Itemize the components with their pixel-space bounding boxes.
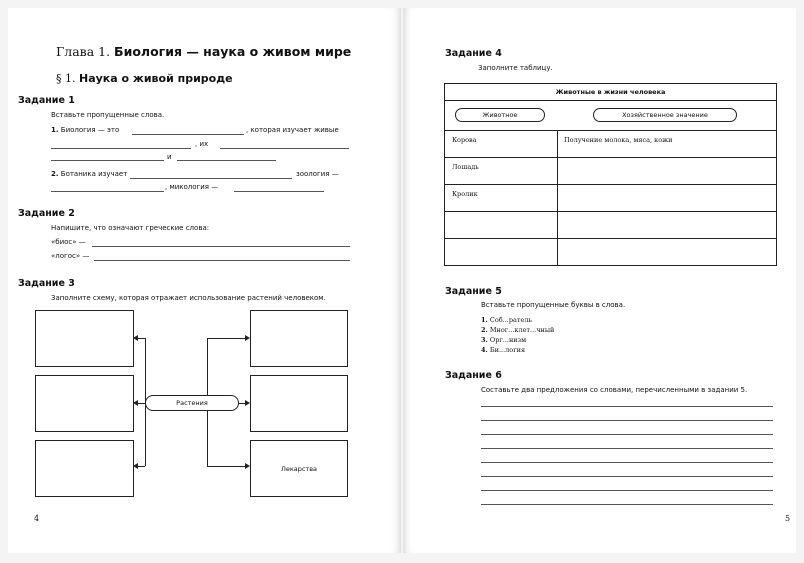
writing-line[interactable] bbox=[481, 406, 773, 407]
task1-item2-text-c: , микология — bbox=[165, 183, 219, 191]
blank-line[interactable] bbox=[92, 246, 350, 247]
table-title: Животные в жизни человека bbox=[445, 84, 776, 101]
task1-item1-text-a: Биология — это bbox=[60, 126, 120, 134]
connector-line bbox=[207, 338, 245, 339]
diagram-box-right-bottom[interactable] bbox=[250, 440, 348, 497]
task5-item-number: 2. bbox=[481, 326, 488, 334]
diagram-box-right-top[interactable] bbox=[250, 310, 348, 367]
diagram-box-label-medicine: Лекарства bbox=[280, 464, 318, 473]
task5-item[interactable] bbox=[481, 346, 525, 354]
task2-title: Задание 2 bbox=[18, 208, 75, 219]
task1-item2-text-b: зоология — bbox=[296, 170, 339, 178]
task1-title: Задание 1 bbox=[18, 95, 75, 106]
left-page bbox=[8, 8, 401, 553]
task5-item-number: 1. bbox=[481, 316, 488, 324]
table-cell-animal: Кролик bbox=[452, 190, 478, 198]
blank-line[interactable] bbox=[94, 260, 350, 261]
task4-instruction: Заполните таблицу. bbox=[478, 64, 553, 72]
task1-item1-text-c: , их bbox=[195, 140, 209, 148]
section-heading bbox=[56, 72, 233, 85]
table-row-divider bbox=[445, 130, 776, 131]
task1-item1 bbox=[51, 126, 119, 134]
section-prefix: § 1. bbox=[56, 72, 76, 85]
connector-line bbox=[138, 403, 145, 404]
page-number: 4 bbox=[34, 514, 40, 523]
task5-item[interactable] bbox=[481, 326, 554, 334]
task1-item1-text-d: и bbox=[167, 153, 172, 161]
chapter-title: Биология — наука о живом мире bbox=[114, 44, 352, 59]
writing-line[interactable] bbox=[481, 434, 773, 435]
section-title: Наука о живой природе bbox=[79, 72, 233, 85]
arrow-left-icon bbox=[133, 400, 138, 406]
connector-line bbox=[207, 466, 245, 467]
task5-instruction: Вставьте пропущенные буквы в слова. bbox=[481, 301, 626, 309]
writing-line[interactable] bbox=[481, 462, 773, 463]
table-row-divider bbox=[445, 184, 776, 185]
blank-line[interactable] bbox=[177, 160, 276, 161]
task6-title: Задание 6 bbox=[445, 370, 502, 381]
task6-instruction: Составьте два предложения со словами, перечисленными в задании 5. bbox=[481, 386, 748, 394]
table-column-divider bbox=[557, 130, 558, 265]
table-header-animal: Животное bbox=[455, 108, 545, 122]
task2-instruction: Напишите, что означают греческие слова: bbox=[51, 224, 210, 232]
task5-item-number: 4. bbox=[481, 346, 488, 354]
task5-title: Задание 5 bbox=[445, 286, 502, 297]
blank-line[interactable] bbox=[51, 191, 164, 192]
diagram-box-left-top[interactable] bbox=[35, 310, 134, 367]
table-cell-animal: Лошадь bbox=[452, 163, 479, 171]
table-cell-animal: Корова bbox=[452, 136, 477, 144]
arrow-left-icon bbox=[133, 335, 138, 341]
arrow-right-icon bbox=[245, 400, 250, 406]
blank-line[interactable] bbox=[220, 148, 349, 149]
writing-line[interactable] bbox=[481, 476, 773, 477]
diagram-box-left-bottom[interactable] bbox=[35, 440, 134, 497]
table-row-divider bbox=[445, 211, 776, 212]
task5-item-text: Би...логия bbox=[489, 346, 526, 354]
chapter-prefix: Глава 1. bbox=[56, 44, 111, 59]
task5-item-text: Соб...ратель bbox=[489, 316, 533, 324]
blank-line[interactable] bbox=[130, 178, 292, 179]
animals-table bbox=[444, 83, 777, 266]
task1-item2-number: 2. bbox=[51, 170, 59, 178]
page-number: 5 bbox=[785, 514, 791, 523]
writing-line[interactable] bbox=[481, 490, 773, 491]
right-page bbox=[403, 8, 796, 553]
task1-item2-text-a: Ботаника изучает bbox=[60, 170, 128, 178]
table-row-divider bbox=[445, 157, 776, 158]
task2-word1: «биос» — bbox=[51, 238, 86, 246]
task3-title: Задание 3 bbox=[18, 278, 75, 289]
writing-line[interactable] bbox=[481, 504, 773, 505]
arrow-right-icon bbox=[245, 463, 250, 469]
chapter-heading bbox=[56, 44, 351, 59]
blank-line[interactable] bbox=[51, 160, 164, 161]
diagram-box-left-middle[interactable] bbox=[35, 375, 134, 432]
diagram-box-right-middle[interactable] bbox=[250, 375, 348, 432]
diagram-center-plants: Растения bbox=[145, 395, 239, 411]
task5-item-text: Мног...клет...чный bbox=[489, 326, 555, 334]
task1-item2 bbox=[51, 170, 127, 178]
task5-item-number: 3. bbox=[481, 336, 488, 344]
table-row-divider bbox=[445, 238, 776, 239]
task1-item1-number: 1. bbox=[51, 126, 59, 134]
writing-line[interactable] bbox=[481, 448, 773, 449]
blank-line[interactable] bbox=[234, 191, 324, 192]
task1-item1-text-b: , которая изучает живые bbox=[246, 126, 339, 134]
arrow-right-icon bbox=[245, 335, 250, 341]
task2-word2: «логос» — bbox=[51, 252, 90, 260]
blank-line[interactable] bbox=[132, 134, 244, 135]
connector-line bbox=[138, 466, 145, 467]
task4-title: Задание 4 bbox=[445, 48, 502, 59]
arrow-left-icon bbox=[133, 463, 138, 469]
task5-item-text: Орг...низм bbox=[489, 336, 527, 344]
writing-line[interactable] bbox=[481, 420, 773, 421]
table-cell-value: Получение молока, мяса, кожи bbox=[564, 136, 673, 144]
table-header-economic-value: Хозяйственное значение bbox=[593, 108, 737, 122]
task5-item[interactable] bbox=[481, 336, 526, 344]
blank-line[interactable] bbox=[51, 148, 191, 149]
connector-line bbox=[138, 338, 145, 339]
task3-instruction: Заполните схему, которая отражает использование растений человеком. bbox=[51, 294, 326, 302]
task1-instruction: Вставьте пропущенные слова. bbox=[51, 111, 165, 119]
task5-item[interactable] bbox=[481, 316, 532, 324]
